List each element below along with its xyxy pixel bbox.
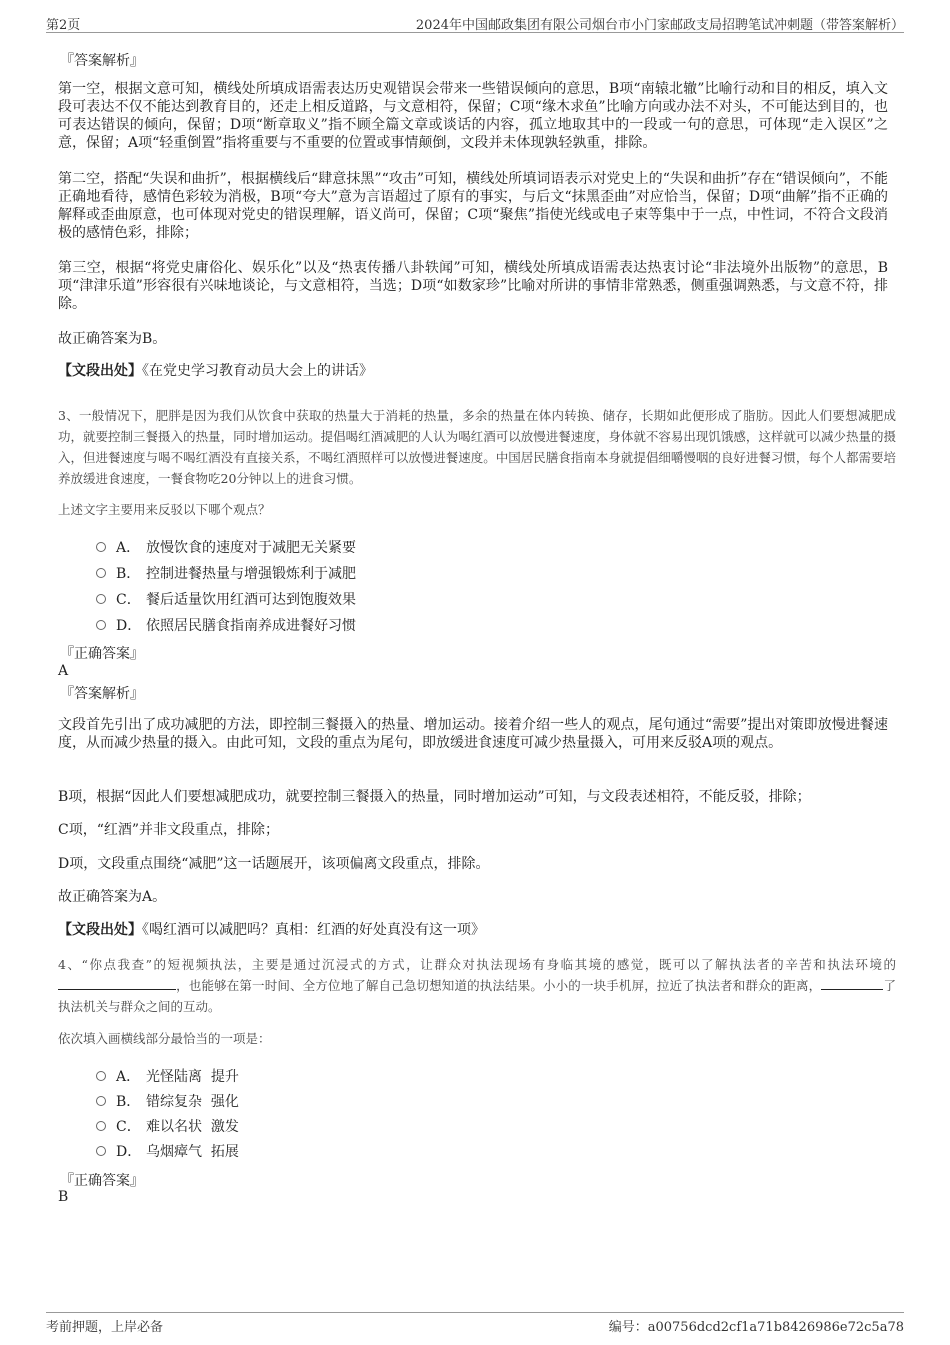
q4-option-a[interactable]: A． 光怪陆离 提升 — [96, 1066, 239, 1086]
q2-analysis-para-3: 第三空，根据“将党史庸俗化、娱乐化”以及“热衷传播八卦轶闻”可知，横线处所填成语需表达热衷讨论“非法境外出版物”的意思，B项“津津乐道”形容很有兴味地谈论，与文意相符，当选；D项“如数家珍”比喻对所讲的事情非常熟悉，侧重强调熟悉，与文意不符，排除。 — [58, 260, 888, 312]
q3-option-b[interactable]: B． 控制进餐热量与增强锻炼利于减肥 — [96, 563, 356, 583]
q3-analysis-para-4: D项，文段重点围绕“减肥”这一话题展开，该项偏离文段重点，排除。 — [58, 856, 490, 872]
q4-option-b[interactable]: B． 错综复杂 强化 — [96, 1091, 239, 1111]
radio-icon[interactable] — [96, 1121, 106, 1131]
q3-option-a[interactable]: A． 放慢饮食的速度对于减肥无关紧要 — [96, 537, 356, 557]
q4-prompt: 依次填入画横线部分最恰当的一项是： — [58, 1031, 271, 1046]
radio-icon[interactable] — [96, 1071, 106, 1081]
q3-option-c[interactable]: C． 餐后适量饮用红酒可达到饱腹效果 — [96, 589, 356, 609]
q4-blank-2 — [821, 977, 883, 990]
q2-analysis-para-2: 第二空，搭配“失误和曲折”，根据横线后“肆意抹黑”“攻击”可知，横线处所填词语表示对党史上的“失误和曲折”存在“错误倾向”，不能正确地看待，感情色彩较为消极，B项“夸大”意为言语超过了原有的事实，与后文“抹黑歪曲”对应恰当，保留；D项“曲解”指不正确的解释或歪曲原意，也可体现对党史的错误理解，语义尚可，保留；C项“聚焦”指使光线或电子束等集中于一点，中性词，不符合文段消极的感情色彩，排除； — [58, 171, 888, 241]
q4-stem: 4、“你点我查”的短视频执法，主要是通过沉浸式的方式，让群众对执法现场有身临其境的感觉，既可以了解执法者的辛苦和执法环境的，也能够在第一时间、全方位地了解自己急切想知道的执法结果。小小的一块手机屏，拉近了执法者和群众的距离， 了执法机关与群众之间的互动。 — [58, 957, 896, 1014]
document-id: 编号：a00756dcd2cf1a71b8426986e72c5a78 — [608, 1320, 904, 1335]
q3-analysis-para-3: C项，“红酒”并非文段重点，排除； — [58, 822, 280, 838]
radio-icon[interactable] — [96, 620, 106, 630]
q3-source-label: 【文段出处】 — [58, 922, 142, 938]
q3-answer-label: 『正确答案』 — [60, 646, 144, 662]
page-header — [46, 12, 904, 33]
q2-source — [58, 362, 373, 380]
q3-option-d[interactable]: D． 依照居民膳食指南养成进餐好习惯 — [96, 615, 356, 635]
q4-answer-label: 『正确答案』 — [60, 1173, 144, 1189]
q3-analysis-para-1: 文段首先引出了成功减肥的方法，即控制三餐摄入的热量、增加运动。接着介绍一些人的观点，尾句通过“需要”提出对策即放慢进餐速度，从而减少热量的摄入。由此可知，文段的重点为尾句，即放缓进食速度可减少热量摄入，可用来反驳A项的观点。 — [58, 717, 888, 751]
q3-answer: A — [58, 663, 69, 679]
page-number: 第2页 — [46, 18, 81, 33]
q3-analysis-label: 『答案解析』 — [60, 686, 144, 702]
q3-source — [58, 921, 485, 939]
q2-source-label: 【文段出处】 — [58, 363, 142, 379]
q4-answer: B — [58, 1189, 69, 1205]
q4-option-d[interactable]: D． 乌烟瘴气 拓展 — [96, 1141, 239, 1161]
q2-source-text: 《在党史学习教育动员大会上的讲话》 — [142, 363, 373, 379]
q4-option-c[interactable]: C． 难以名状 激发 — [96, 1116, 239, 1136]
q2-analysis-para-1: 第一空，根据文意可知，横线处所填成语需表达历史观错误会带来一些错误倾向的意思，B项“南辕北辙”比喻行动和目的相反，填入文段可表达不仅不能达到教育目的，还走上相反道路，与文意相符，保留；C项“缘木求鱼”比喻方向或办法不对头，不可能达到目的，也可表达错误的倾向，保留；D项“断章取义”指不顾全篇文章或谈话的内容，孤立地取其中的一段或一句的意思，可体现“走入误区”之意，保留；A项“轻重倒置”指将重要与不重要的位置或事情颠倒，文段并未体现孰轻孰重，排除。 — [58, 81, 888, 151]
q3-prompt: 上述文字主要用来反驳以下哪个观点？ — [58, 502, 271, 517]
document-title: 2024年中国邮政集团有限公司烟台市小门家邮政支局招聘笔试冲刺题（带答案解析） — [415, 18, 904, 33]
radio-icon[interactable] — [96, 594, 106, 604]
radio-icon[interactable] — [96, 542, 106, 552]
q3-analysis-para-2: B项，根据“因此人们要想减肥成功，就要控制三餐摄入的热量，同时增加运动”可知，与文段表述相符，不能反驳，排除； — [58, 789, 811, 805]
q4-blank-1 — [58, 977, 176, 990]
q3-source-text: 《喝红酒可以减肥吗？真相：红酒的好处真没有这一项》 — [142, 922, 485, 938]
q2-conclusion: 故正确答案为B。 — [58, 331, 167, 347]
q3-conclusion: 故正确答案为A。 — [58, 889, 167, 905]
footer-slogan: 考前押题，上岸必备 — [46, 1320, 164, 1335]
q3-stem: 3、一般情况下，肥胖是因为我们从饮食中获取的热量大于消耗的热量，多余的热量在体内转换、储存，长期如此便形成了脂肪。因此人们要想减肥成功，就要控制三餐摄入的热量，同时增加运动。提倡喝红酒减肥的人认为喝红酒可以放慢进餐速度，身体就不容易出现饥饿感，这样就可以减少热量的摄入，但进餐速度与喝不喝红酒没有直接关系，不喝红酒照样可以放慢进餐速度。中国居民膳食指南本身就提倡细嚼慢咽的良好进餐习惯，每个人都需要培养放缓进食速度，一餐食物吃20分钟以上的进食习惯。 — [58, 408, 896, 486]
q2-analysis-label: 『答案解析』 — [60, 53, 144, 69]
radio-icon[interactable] — [96, 568, 106, 578]
radio-icon[interactable] — [96, 1096, 106, 1106]
radio-icon[interactable] — [96, 1146, 106, 1156]
page-footer — [46, 1312, 904, 1335]
